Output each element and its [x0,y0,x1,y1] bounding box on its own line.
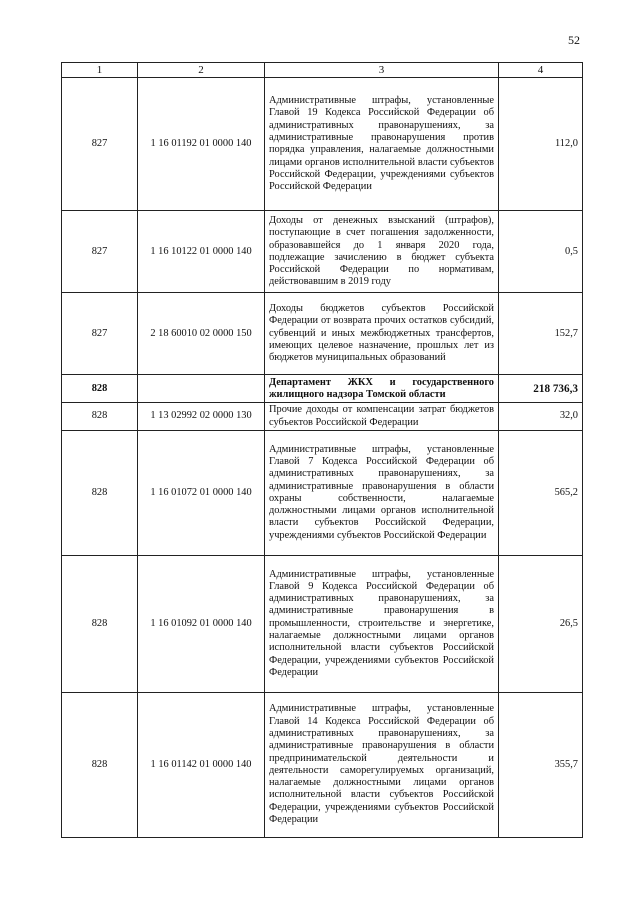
income-description-cell: Административные штрафы, установленные Главой 9 Кодекса Российской Федерации об административных правонарушениях, за административные правонарушения в промышленности, строительстве и энергетике, налагаемые должностными лицами органов исполнительной власти субъектов Российской Федерации, учреждениями субъектов Российской Федерации [265,555,499,692]
income-description-cell: Административные штрафы, установленные Главой 19 Кодекса Российской Федерации об административных правонарушениях, за административные правонарушения против порядка управления, налагаемые должностными лицами органов исполнительной власти субъектов Российской Федерации, учреждениями субъектов Российской Федерации [265,78,499,211]
admin-code-cell: 828 [62,555,138,692]
admin-code-cell: 827 [62,211,138,293]
department-row [62,375,583,403]
amount-cell: 26,5 [499,555,583,692]
budget-classification-code-cell [138,375,265,403]
column-header-3: 3 [265,63,499,78]
column-header-2: 2 [138,63,265,78]
budget-classification-code-cell: 1 16 01072 01 0000 140 [138,430,265,555]
income-description-cell: Административные штрафы, установленные Главой 7 Кодекса Российской Федерации об административных правонарушениях, за административные правонарушения в области охраны собственности, налагаемые должностными лицами органов исполнительной власти субъектов Российской Федерации, учреждениями субъектов Российской Федерации [265,430,499,555]
amount-cell: 32,0 [499,403,583,431]
amount-cell: 565,2 [499,430,583,555]
amount-cell: 0,5 [499,211,583,293]
budget-classification-code-cell: 1 16 01142 01 0000 140 [138,692,265,837]
amount-cell: 152,7 [499,293,583,375]
admin-code-cell: 828 [62,692,138,837]
column-header-1: 1 [62,63,138,78]
income-description-cell: Департамент ЖКХ и государственного жилищного надзора Томской области [265,375,499,403]
page-number: 52 [568,33,580,47]
amount-cell: 218 736,3 [499,375,583,403]
table-row [62,293,583,375]
amount-cell: 112,0 [499,78,583,211]
admin-code-cell: 827 [62,78,138,211]
budget-classification-code-cell: 1 16 01192 01 0000 140 [138,78,265,211]
budget-classification-code-cell: 1 13 02992 02 0000 130 [138,403,265,431]
table-row [62,211,583,293]
amount-cell: 355,7 [499,692,583,837]
column-header-4: 4 [499,63,583,78]
table-row [62,78,583,211]
admin-code-cell: 828 [62,375,138,403]
admin-code-cell: 828 [62,430,138,555]
table-row [62,430,583,555]
table-header-row [62,63,583,78]
income-description-cell: Доходы бюджетов субъектов Российской Федерации от возврата прочих остатков субсидий, субвенций и иных межбюджетных трансфертов, имеющих целевое назначение, прошлых лет из бюджетов муниципальных образований [265,293,499,375]
admin-code-cell: 827 [62,293,138,375]
table-row [62,692,583,837]
budget-classification-code-cell: 1 16 01092 01 0000 140 [138,555,265,692]
table-row [62,555,583,692]
income-description-cell: Доходы от денежных взысканий (штрафов), поступающие в счет погашения задолженности, образовавшейся до 1 января 2020 года, подлежащие зачислению в бюджет субъекта Российской Федерации по нормативам, действовавшим в 2019 году [265,211,499,293]
budget-classification-code-cell: 1 16 10122 01 0000 140 [138,211,265,293]
income-description-cell: Прочие доходы от компенсации затрат бюджетов субъектов Российской Федерации [265,403,499,431]
table-row [62,403,583,431]
revenue-table [61,62,583,838]
income-description-cell: Административные штрафы, установленные Главой 14 Кодекса Российской Федерации об административных правонарушениях, за административные правонарушения в области предпринимательской деятельности и деятельности саморегулируемых организаций, налагаемые должностными лицами органов исполнительной власти субъектов Российской Федерации, учреждениями субъектов Российской Федерации [265,692,499,837]
budget-classification-code-cell: 2 18 60010 02 0000 150 [138,293,265,375]
admin-code-cell: 828 [62,403,138,431]
